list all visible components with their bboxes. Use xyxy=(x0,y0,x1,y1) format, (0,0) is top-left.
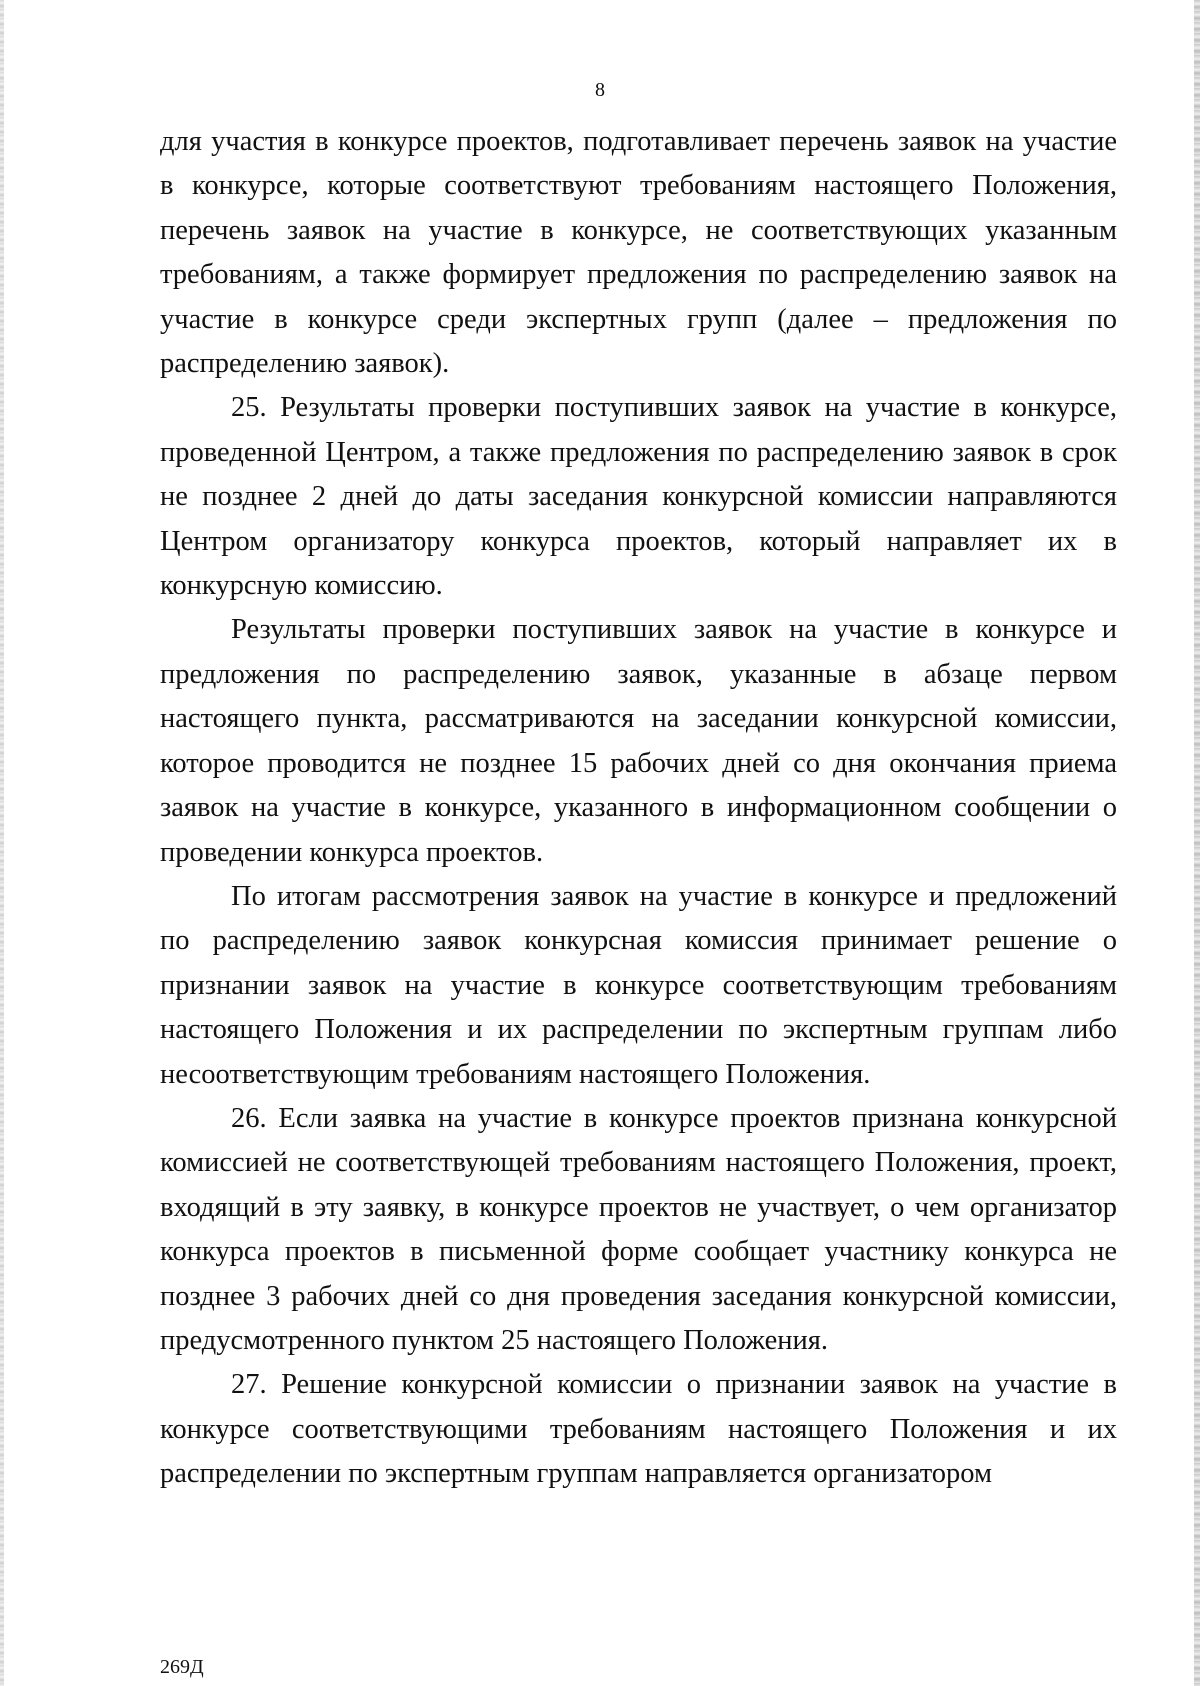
paragraph-item-26: 26. Если заявка на участие в конкурсе проектов признана конкурсной комиссией не соответствующей требованиям настоящего Положения, проект, входящий в эту заявку, в конкурсе проектов не участвует, о чем организатор конкурса проектов в письменной форме сообщает участнику конкурса не позднее 3 рабочих дней со дня проведения заседания конкурсной комиссии, предусмотренного пунктом 25 настоящего Положения. xyxy=(160,1102,1117,1356)
paragraph-item-25-review: Результаты проверки поступивших заявок на участие в конкурсе и предложения по распределению заявок, указанные в абзаце первом настоящего пункта, рассматриваются на заседании конкурсной комиссии, которое проводится не позднее 15 рабочих дней со дня окончания приема заявок на участие в конкурсе, указанного в информационном сообщении о проведении конкурса проектов. xyxy=(160,614,1117,868)
paragraph-continuation: для участия в конкурсе проектов, подготавливает перечень заявок на участие в конкурсе, которые соответствуют требованиям настоящего Положения, перечень заявок на участие в конкурсе, не соответствующих указанным требованиям, а также формирует предложения по распределению заявок на участие в конкурсе среди экспертных групп (далее – предложения по распределению заявок). xyxy=(160,126,1117,380)
scan-edge-left xyxy=(0,0,4,1686)
paragraph-item-27: 27. Решение конкурсной комиссии о признании заявок на участие в конкурсе соответствующими требованиям настоящего Положения и их распределении по экспертным группам направляется организатором xyxy=(160,1369,1117,1490)
document-body xyxy=(160,120,1117,1497)
scan-edge-right xyxy=(1194,0,1200,1686)
paragraph-item-25-decision: По итогам рассмотрения заявок на участие в конкурсе и предложений по распределению заявок конкурсная комиссия принимает решение о признании заявок на участие в конкурсе соответствующим требованиям настоящего Положения и их распределении по экспертным группам либо несоответствующим требованиям настоящего Положения. xyxy=(160,880,1117,1090)
page-number: 8 xyxy=(595,79,605,101)
document-code: 269Д xyxy=(160,1656,204,1678)
paragraph-item-25: 25. Результаты проверки поступивших заявок на участие в конкурсе, проведенной Центром, а также предложения по распределению заявок в срок не позднее 2 дней до даты заседания конкурсной комиссии направляются Центром организатору конкурса проектов, который направляет их в конкурсную комиссию. xyxy=(160,392,1117,602)
